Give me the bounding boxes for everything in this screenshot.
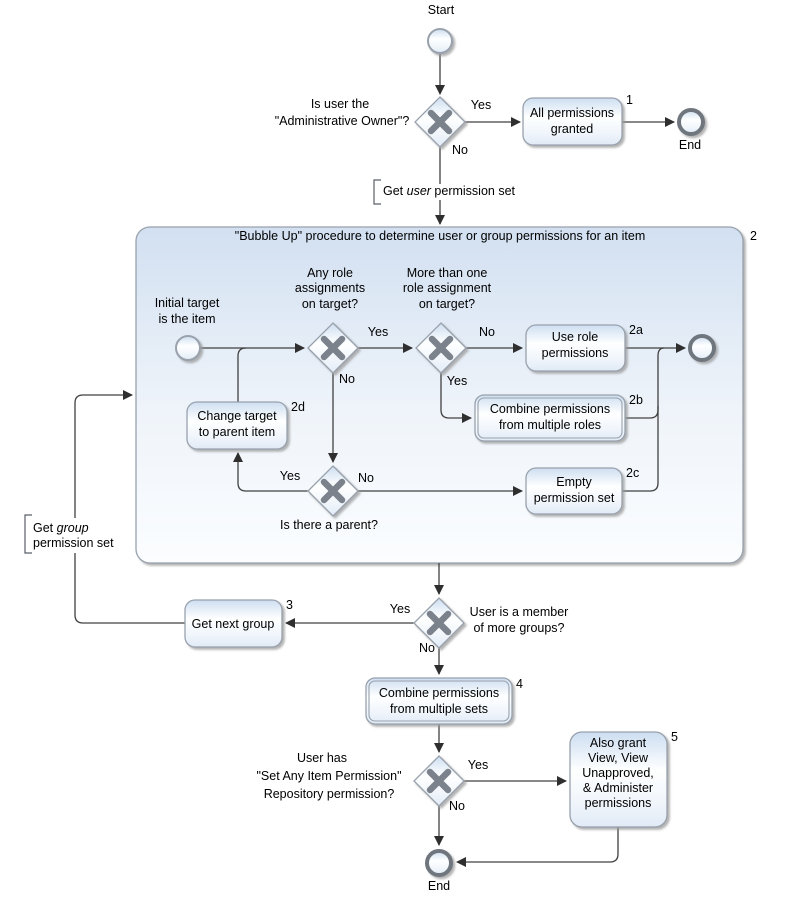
gateway-more-groups-question: User is a member [469, 605, 569, 619]
annotation-text: Get group [33, 521, 89, 535]
gateway-more-groups-question: of more groups? [473, 621, 565, 635]
annotation-bracket-icon [374, 180, 381, 204]
task-combine-roles-label: from multiple roles [498, 418, 602, 432]
start-event [428, 29, 452, 53]
task-combine-sets-label: Combine permissions [378, 686, 500, 700]
gateway-admin-owner [415, 97, 465, 147]
edge-label-no: No [358, 471, 374, 485]
gateway-admin-owner-question: "Administrative Owner"? [274, 114, 410, 128]
task-get-next-group-label: Get next group [191, 617, 275, 631]
task-change-target-label: to parent item [198, 425, 276, 439]
gateway-any-role-question: Any role [307, 266, 353, 280]
edge-label-no: No [479, 325, 495, 339]
gateway-multi-role-question: role assignment [402, 281, 492, 295]
gateway-any-role-question: on target? [301, 297, 359, 311]
task-also-grant-label: Also grant [589, 736, 647, 750]
initial-target-label: Initial target [154, 296, 220, 310]
edge-label-no: No [449, 799, 465, 813]
task-all-permissions-label: All permissions [529, 106, 615, 120]
edge-label-yes: Yes [389, 602, 411, 616]
task-also-grant-label: Unapproved, [582, 766, 654, 780]
edge-label-yes: Yes [367, 325, 389, 339]
annotation-get-group-permission-set [25, 515, 117, 553]
annotation-text: permission set [33, 536, 114, 550]
edge-label-yes: Yes [470, 98, 492, 112]
start-label: Start [427, 3, 455, 17]
end-event-top [679, 110, 703, 134]
task-combine-roles-label: Combine permissions [489, 402, 611, 416]
step-badge-2: 2 [750, 229, 757, 243]
gateway-multi-role-question: More than one [406, 266, 488, 280]
task-use-role-label: permissions [541, 346, 609, 360]
connector-also-grant-to-end [457, 827, 618, 862]
step-badge-2b: 2b [629, 393, 643, 407]
edge-label-yes: Yes [446, 374, 468, 388]
gateway-set-any-item-question: "Set Any Item Permission" [256, 769, 402, 783]
task-also-grant-label: & Administer [582, 781, 654, 795]
task-combine-sets [366, 678, 512, 724]
task-also-grant-label: View, View [588, 751, 648, 765]
step-badge-2c: 2c [626, 466, 640, 480]
step-badge-3: 3 [286, 598, 293, 612]
step-badge-2a: 2a [629, 323, 643, 337]
task-all-permissions-label: granted [550, 122, 594, 136]
edge-label-no: No [452, 143, 468, 157]
edge-label-yes: Yes [467, 758, 489, 772]
edge-label-no: No [419, 641, 435, 655]
task-use-role-label: Use role [551, 330, 599, 344]
edge-label-no: No [339, 372, 355, 386]
step-badge-4: 4 [516, 677, 523, 691]
task-empty-set-label: permission set [533, 491, 615, 505]
task-change-target-label: Change target [197, 409, 277, 423]
step-badge-2d: 2d [291, 400, 305, 414]
task-empty-set-label: Empty [556, 475, 592, 489]
gateway-has-parent-question: Is there a parent? [280, 518, 378, 532]
gateway-admin-owner-question: Is user the [310, 97, 370, 111]
task-also-grant-label: permissions [584, 796, 652, 810]
subprocess-start-event [176, 336, 200, 360]
step-badge-1: 1 [626, 93, 633, 107]
end-event-bottom [427, 851, 451, 875]
gateway-multi-role-question: on target? [418, 297, 476, 311]
edge-label-yes: Yes [279, 469, 301, 483]
annotation-text: Get user permission set [383, 184, 516, 198]
annotation-get-user-permission-set [374, 180, 521, 204]
end-top-label: End [678, 138, 702, 152]
subprocess-title: "Bubble Up" procedure to determine user or group permissions for an item [234, 229, 646, 243]
initial-target-label: is the item [158, 312, 216, 326]
subprocess-end-event [690, 336, 714, 360]
gateway-set-any-item-question: Repository permission? [263, 787, 395, 801]
gateway-set-any-item-question: User has [296, 751, 348, 765]
step-badge-5: 5 [671, 730, 678, 744]
end-bottom-label: End [427, 879, 451, 893]
gateway-any-role-question: assignments [294, 281, 366, 295]
annotation-bracket-icon [25, 515, 32, 553]
task-combine-sets-label: from multiple sets [390, 702, 488, 716]
